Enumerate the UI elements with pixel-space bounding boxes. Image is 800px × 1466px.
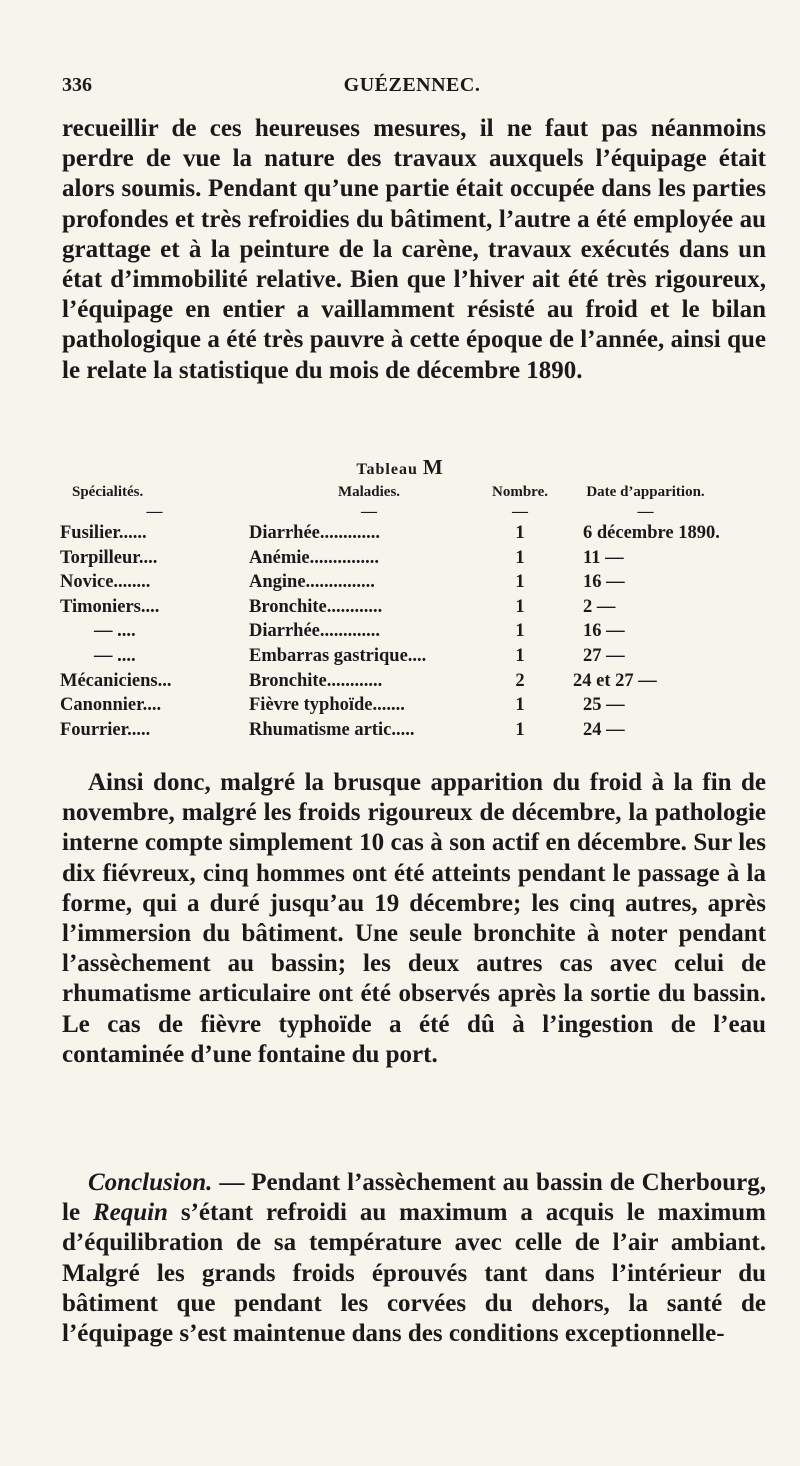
- dash: —: [512, 503, 528, 520]
- dash: —: [146, 503, 163, 520]
- cell-specialite: Timoniers....: [60, 596, 160, 617]
- dash: —: [637, 503, 654, 520]
- table-row: [60, 570, 740, 595]
- cell-date: 6 décembre 1890.: [583, 523, 720, 543]
- running-title: GUÉZENNEC.: [343, 74, 481, 96]
- cell-nombre: 1: [515, 695, 525, 716]
- cell-specialite: — ....: [94, 621, 136, 642]
- cell-date: 2 —: [583, 596, 616, 617]
- cell-specialite: Fourrier.....: [60, 719, 151, 740]
- cell-maladie: Bronchite............: [249, 670, 383, 691]
- table-caption-word: Tableau: [356, 461, 418, 478]
- table-row: [60, 521, 740, 546]
- cell-maladie: Angine...............: [249, 572, 375, 593]
- cell-specialite: Fusilier......: [60, 523, 147, 543]
- table-row: [60, 644, 740, 669]
- header-specialites: Spécialités.: [72, 484, 144, 500]
- table-row: [60, 619, 740, 644]
- conclusion-text-b: s’étant refroidi au maximum a acquis le maximum d’équilibration de sa température avec celle de l’air ambiant. Malgré les grands froids éprouvés tant dans l’intérieur du bâtiment que pendant les corvées du dehors, la santé de l’équipage s’est maintenue dans des conditions exceptionnelle-: [62, 1199, 766, 1348]
- cell-maladie: Diarrhée.............: [249, 523, 381, 543]
- table-row: [60, 693, 740, 718]
- table-row: [60, 718, 740, 743]
- cell-maladie: Diarrhée.............: [249, 621, 381, 642]
- paragraph-conclusion: [62, 1168, 766, 1349]
- cell-specialite: — ....: [94, 645, 136, 666]
- page-number: 336: [62, 74, 92, 96]
- cell-maladie: Rhumatisme artic.....: [249, 719, 415, 740]
- conclusion-heading: Conclusion.: [88, 1169, 213, 1196]
- cell-maladie: Embarras gastrique....: [249, 645, 427, 666]
- table-row: [60, 669, 740, 694]
- cell-nombre: 2: [515, 670, 525, 691]
- cell-maladie: Fièvre typhoïde.......: [249, 695, 405, 716]
- cell-date: 16 —: [583, 621, 625, 642]
- cell-nombre: 1: [515, 621, 525, 642]
- table-caption: [0, 455, 800, 480]
- cell-maladie: Anémie...............: [249, 547, 379, 568]
- cell-date: 16 —: [583, 572, 625, 593]
- dash: —: [361, 503, 377, 520]
- cell-specialite: Torpilleur....: [60, 547, 158, 568]
- cell-nombre: 1: [515, 596, 525, 617]
- conclusion-text-a: — Pendant l’assèchement au bassin de Cherbourg, le: [62, 1169, 766, 1227]
- paragraph-analysis: Ainsi donc, malgré la brusque apparition du froid à la fin de novembre, malgré les froids rigoureux de décembre, la pathologie interne compte simplement 10 cas à son actif en décembre. Sur les dix fiévreux, cinq hommes ont été atteints pendant le passage à la forme, qui a duré jusqu’au 19 décembre; les cinq autres, après l’immersion du bâtiment. Une seule bronchite à noter pendant l’assèchement au bassin; les deux autres cas avec celui de rhumatisme articulaire ont été observés après la sortie du bassin. Le cas de fièvre typhoïde a été dû à l’ingestion de l’eau contaminée d’une fontaine du port.: [62, 769, 766, 1068]
- cell-date: 24 et 27 —: [573, 670, 657, 691]
- cell-specialite: Mécaniciens...: [60, 670, 172, 691]
- cell-date: 25 —: [583, 695, 625, 716]
- table-row: [60, 546, 740, 571]
- cell-maladie: Bronchite............: [249, 596, 383, 617]
- statistics-table: [60, 484, 740, 742]
- cell-specialite: Novice........: [60, 572, 151, 593]
- cell-nombre: 1: [515, 572, 525, 593]
- cell-nombre: 1: [515, 645, 525, 666]
- cell-nombre: 1: [515, 719, 525, 740]
- header-dash-row: [60, 503, 740, 521]
- page-header: [62, 74, 762, 102]
- ship-name: Requin: [92, 1199, 168, 1227]
- header-maladies: Maladies.: [337, 484, 401, 500]
- cell-specialite: Canonnier....: [60, 695, 162, 716]
- header-nombre: Nombre.: [492, 484, 548, 500]
- table-header-row: [60, 484, 740, 503]
- cell-nombre: 1: [515, 523, 525, 543]
- cell-date: 27 —: [583, 645, 625, 666]
- paragraph-intro: recueillir de ces heureuses mesures, il ne faut pas néanmoins perdre de vue la nature des travaux auxquels l’équipage était alors soumis. Pendant qu’une partie était occupée dans les parties profondes et très refroidies du bâtiment, l’autre a été employée au grattage et à la peinture de la carène, travaux exécutés dans un état d’immobilité relative. Bien que l’hiver ait été très rigoureux, l’équipage en entier a vaillamment résisté au froid et le bilan pathologique a été très pauvre à cette époque de l’année, ainsi que le relate la statistique du mois de décembre 1890.: [62, 115, 766, 384]
- cell-nombre: 1: [515, 547, 525, 568]
- cell-date: 24 —: [583, 719, 625, 740]
- table-caption-letter: M: [422, 455, 444, 479]
- cell-date: 11 —: [583, 547, 624, 568]
- table-row: [60, 595, 740, 620]
- header-date: Date d’apparition.: [586, 484, 705, 500]
